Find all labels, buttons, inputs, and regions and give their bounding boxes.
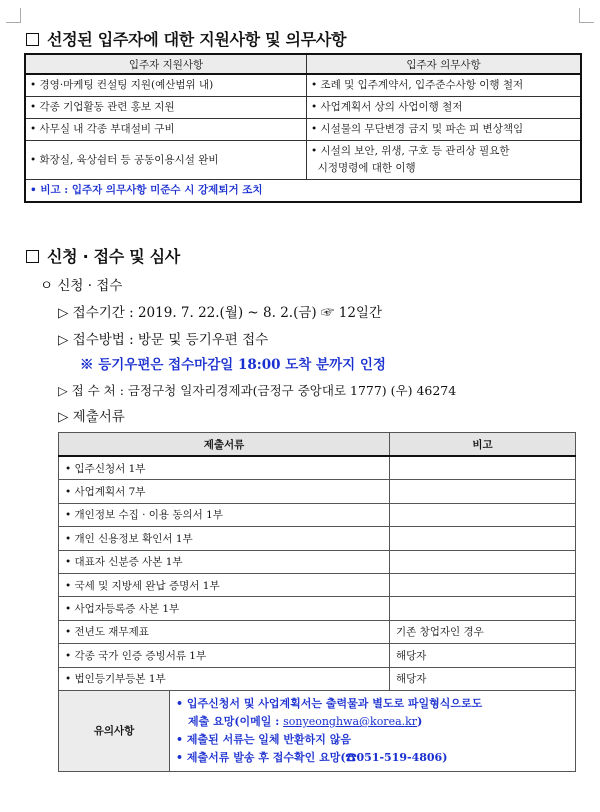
col-support-header: 입주자 지원사항 (25, 54, 307, 74)
method-line: ▷ 접수방법 : 방문 및 등기우편 접수 (58, 332, 269, 348)
table-row: • 각종 기업활동 관련 홍보 지원 • 사업계획서 상의 사업이행 철저 (25, 97, 581, 119)
checkbox-square-icon (26, 33, 39, 46)
table-row: • 사무실 내 각종 부대설비 구비 • 시설물의 무단변경 금지 및 파손 피 변상책임 (25, 119, 581, 141)
table-row: • 대표자 신분증 사본 1부 (59, 550, 576, 573)
place-line: ▷ 접 수 처 : 금정구청 일자리경제과(금정구 중앙대로 1777) (우) 46274 (58, 383, 457, 398)
memo-row (59, 690, 576, 771)
table-row: • 개인정보 수집 · 이용 동의서 1부 (59, 503, 576, 526)
page-corner-mark (6, 8, 21, 23)
table-row: • 사업계획서 7부 (59, 480, 576, 503)
table-row: • 국세 및 지방세 완납 증명서 1부 (59, 573, 576, 596)
memo-content: • 입주신청서 및 사업계획서는 출력물과 별도로 파일형식으로도 제출 요망(이메일 : sonyeonghwa@korea.kr) • 제출된 서류는 일체 반환하지 않음 • 제출서류 발송 후 접수확인 요망(☎051-519-4806) (170, 691, 576, 771)
memo-label: 유의사항 (59, 691, 170, 771)
sub-heading: ㅇ 신청 · 접수 (40, 278, 123, 294)
note-row: • 비고 : 입주자 의무사항 미준수 시 강제퇴거 조치 (25, 180, 581, 203)
table-row: • 화장실, 육상쉼터 등 공동이용시설 완비 • 시설의 보안, 위생, 구호 등 관리상 필요한 시정명령에 대한 이행 (25, 141, 581, 180)
table-row: • 사업자등록증 사본 1부 (59, 597, 576, 620)
section1-heading: 선정된 입주자에 대한 지원사항 및 의무사항 (26, 27, 346, 50)
registered-note: ※ 등기우편은 접수마감일 18:00 도착 분까지 인정 (80, 357, 386, 373)
documents-table (58, 432, 576, 772)
table-row: • 개인 신용정보 확인서 1부 (59, 527, 576, 550)
section2-heading: 신청 · 접수 및 심사 (26, 244, 180, 267)
docs-label: ▷ 제출서류 (58, 409, 125, 425)
table-row: • 법인등기부등본 1부 해당자 (59, 667, 576, 690)
table-row: • 전년도 재무제표 기존 창업자인 경우 (59, 620, 576, 643)
col-duty-header: 입주자 의무사항 (307, 54, 582, 74)
checkbox-square-icon (26, 250, 39, 263)
support-duty-table (24, 53, 582, 203)
email-link[interactable]: sonyeonghwa@korea.kr (283, 714, 418, 728)
col-doc-header: 제출서류 (59, 433, 390, 457)
table-row: • 입주신청서 1부 (59, 456, 576, 480)
table-row: • 각종 국가 인증 증빙서류 1부 해당자 (59, 644, 576, 667)
table-row: • 경영·마케팅 컨설팅 지원(예산범위 내) • 조례 및 입주계약서, 입주준수사항 이행 철저 (25, 74, 581, 97)
col-note-header: 비고 (390, 433, 576, 457)
page-corner-mark (579, 8, 594, 23)
period-line: ▷ 접수기간 : 2019. 7. 22.(월) ~ 8. 2.(금) ☞ 12일간 (58, 305, 382, 321)
